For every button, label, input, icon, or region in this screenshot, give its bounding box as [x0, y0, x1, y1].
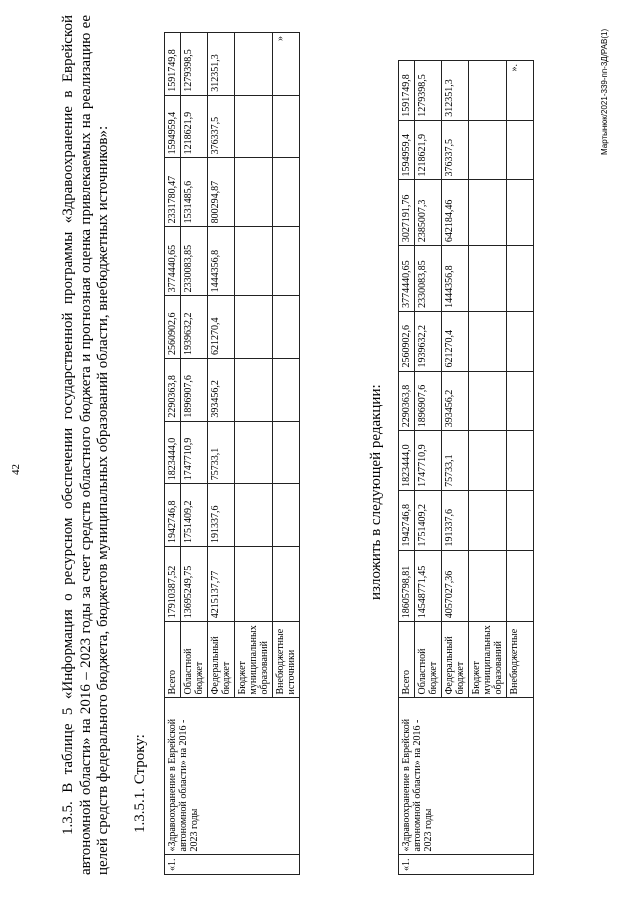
row-heading: 1.3.5.1. Строку: — [132, 734, 148, 833]
value-cell — [507, 180, 534, 246]
intro-paragraph — [60, 15, 113, 875]
value-cell: 312351,3 — [208, 33, 235, 96]
value-cell — [469, 120, 507, 180]
table-row — [399, 61, 415, 875]
value-cell: 3774440,65 — [399, 246, 415, 312]
value-cell — [273, 296, 300, 359]
row-index: «1. — [399, 855, 534, 875]
value-cell — [235, 484, 273, 547]
old-row-table — [164, 32, 300, 875]
value-cell — [469, 550, 507, 622]
value-cell — [235, 95, 273, 158]
value-cell: 1591749,8 — [399, 61, 415, 121]
value-cell — [273, 95, 300, 158]
value-cell: 13695249,75 — [181, 546, 208, 621]
value-cell: 1896907,6 — [181, 358, 208, 421]
value-cell: 4057027,36 — [442, 550, 469, 622]
value-cell: 2560902,6 — [165, 296, 181, 359]
value-cell — [507, 490, 534, 550]
value-cell: 1594959,4 — [399, 120, 415, 180]
value-cell — [507, 431, 534, 491]
value-cell: 1444356,8 — [442, 246, 469, 312]
new-row-table — [398, 60, 534, 875]
value-cell — [507, 550, 534, 622]
value-cell: 642184,46 — [442, 180, 469, 246]
category-cell: Областной бюджет — [415, 622, 442, 698]
value-cell — [469, 431, 507, 491]
value-cell: 393456,2 — [208, 358, 235, 421]
value-cell: 393456,2 — [442, 371, 469, 431]
value-cell: 312351,3 — [442, 61, 469, 121]
value-cell — [273, 484, 300, 547]
value-cell: 1747710,9 — [181, 421, 208, 484]
value-cell: 1939632,2 — [181, 296, 208, 359]
value-cell — [235, 33, 273, 96]
value-cell — [273, 358, 300, 421]
value-cell: 621270,4 — [442, 311, 469, 371]
value-cell: 800294,87 — [208, 158, 235, 227]
value-cell — [507, 371, 534, 431]
value-cell: 2385007,3 — [415, 180, 442, 246]
value-cell: 2330083,85 — [181, 227, 208, 296]
category-cell: Бюджет муниципальных образований — [469, 622, 507, 698]
category-cell: Всего — [399, 622, 415, 698]
value-cell: 3774440,65 — [165, 227, 181, 296]
value-cell: 1444356,8 — [208, 227, 235, 296]
value-cell — [469, 246, 507, 312]
value-cell — [235, 358, 273, 421]
value-cell — [469, 61, 507, 121]
value-cell — [235, 296, 273, 359]
value-cell: 376337,5 — [442, 120, 469, 180]
value-cell: 1594959,4 — [165, 95, 181, 158]
value-cell: 621270,4 — [208, 296, 235, 359]
value-cell: 1939632,2 — [415, 311, 442, 371]
value-cell: 1218621,9 — [415, 120, 442, 180]
value-cell: 1942746,8 — [165, 484, 181, 547]
value-cell: 1751409,2 — [181, 484, 208, 547]
document-footer: Мартынюк/2021-339-пп-3Д/PAB(1) — [600, 28, 609, 155]
value-cell — [469, 490, 507, 550]
value-cell: 1823444,0 — [399, 431, 415, 491]
page-number: 42 — [10, 464, 22, 475]
value-cell — [235, 421, 273, 484]
value-cell: 2560902,6 — [399, 311, 415, 371]
program-name: «Здравоохранение в Еврейской автономной области» на 2016 - 2023 годы — [165, 698, 300, 855]
value-cell: 1218621,9 — [181, 95, 208, 158]
intro-text: 1.3.5. В таблице 5 «Информация о ресурсном обеспечении государственной программы «Здравоохранение в Еврейской автономной области» на 2016 – 2023 годы за счет средств областного бюджета и прогнозная оценка привлекаемых на реализацию ее целей средств федерального бюджета, бюджетов муниципальных образований области, внебюджетных источников»: — [60, 15, 111, 875]
category-cell: Бюджет муниципальных образований — [235, 622, 273, 698]
value-cell: 75733,1 — [208, 421, 235, 484]
value-cell — [507, 311, 534, 371]
value-cell: 1279398,5 — [415, 61, 442, 121]
closing-quote-mark: » — [273, 33, 300, 96]
value-cell: 191337,6 — [208, 484, 235, 547]
value-cell — [469, 180, 507, 246]
category-cell: Федеральный бюджет — [442, 622, 469, 698]
value-cell — [469, 371, 507, 431]
program-name: «Здравоохранение в Еврейской автономной области» на 2016 - 2023 годы — [399, 698, 534, 855]
value-cell: 376337,5 — [208, 95, 235, 158]
new-edition-heading: изложить в следующей редакции: — [368, 384, 384, 600]
category-cell: Внебюджетные — [507, 622, 534, 698]
value-cell — [235, 227, 273, 296]
value-cell — [469, 311, 507, 371]
value-cell — [507, 246, 534, 312]
value-cell: 1823444,0 — [165, 421, 181, 484]
value-cell: 191337,6 — [442, 490, 469, 550]
closing-quote-mark: ». — [507, 61, 534, 121]
value-cell — [235, 546, 273, 621]
value-cell: 4215137,77 — [208, 546, 235, 621]
table-row — [165, 33, 181, 875]
value-cell: 1747710,9 — [415, 431, 442, 491]
value-cell — [507, 120, 534, 180]
value-cell: 17910387,52 — [165, 546, 181, 621]
value-cell — [273, 421, 300, 484]
value-cell: 2290363,8 — [165, 358, 181, 421]
category-cell: Федеральный бюджет — [208, 622, 235, 698]
value-cell: 14548771,45 — [415, 550, 442, 622]
value-cell — [235, 158, 273, 227]
value-cell: 1591749,8 — [165, 33, 181, 96]
category-cell: Всего — [165, 622, 181, 698]
value-cell: 3027191,76 — [399, 180, 415, 246]
row-index: «1. — [165, 855, 300, 875]
value-cell: 1751409,2 — [415, 490, 442, 550]
value-cell: 1531485,6 — [181, 158, 208, 227]
value-cell — [273, 546, 300, 621]
value-cell: 2330083,85 — [415, 246, 442, 312]
value-cell: 18605798,81 — [399, 550, 415, 622]
value-cell — [273, 158, 300, 227]
category-cell: Областной бюджет — [181, 622, 208, 698]
category-cell: Внебюджетные источники — [273, 622, 300, 698]
value-cell: 1942746,8 — [399, 490, 415, 550]
value-cell — [273, 227, 300, 296]
value-cell: 2290363,8 — [399, 371, 415, 431]
value-cell: 1279398,5 — [181, 33, 208, 96]
value-cell: 1896907,6 — [415, 371, 442, 431]
value-cell: 75733,1 — [442, 431, 469, 491]
value-cell: 2331780,47 — [165, 158, 181, 227]
